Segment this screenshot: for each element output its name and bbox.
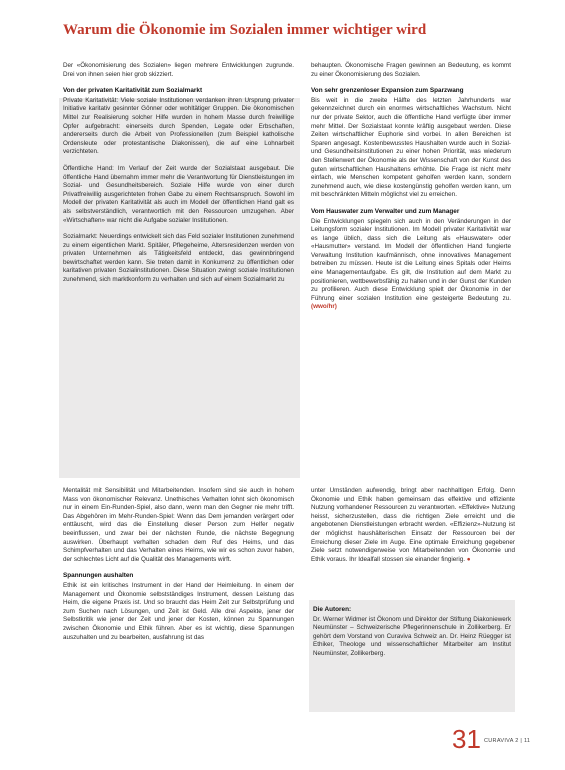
column-left-top	[63, 62, 294, 293]
author-text: Dr. Werner Widmer ist Ökonom und Direktor der Stiftung Diakoniewerk Neumünster – Schweizerische Pflegerinnenschule in Zollikerberg. Er gehört dem Vorstand von Curaviva Schweiz an. Dr. Heinz Rüegger ist Ethiker, Theologe und wissenschaftlicher Mitarbeiter am Institut Neumünster, Zollikerberg.	[313, 615, 511, 657]
page-number: 31	[452, 724, 481, 754]
column-right-bottom	[311, 487, 515, 572]
author-info	[313, 606, 511, 667]
section-heading: Von sehr grenzenloser Expansion zum Sparzwang	[311, 87, 464, 95]
paragraph: Öffentliche Hand: Im Verlauf der Zeit wurde der Sozialstaat ausgebaut. Die öffentliche Hand übernahm immer mehr die Verantwortung für Dienstleistungen im Sozial- und Gesundheitsbereich. Soziale Hilfe wurde von einer durch Privatfreiwillig ausgerichteten frohen Gabe zu einem Rechtsanspruch. Sowohl im Modell der privaten Karitativität als auch im Modell der öffentlichen Hand galt es als selbstverständlich, verantwortlich mit den Ressourcen umzugehen. Aber «Wirtschaften» war nicht die Aufgabe sozialer Institutionen.	[63, 164, 294, 224]
footer-label: CURAVIVA 2 | 11	[484, 738, 531, 744]
column-right-top	[311, 62, 511, 312]
column-left-bottom	[63, 487, 294, 650]
paragraph	[311, 218, 511, 313]
paragraph: Private Karitativität: Viele soziale Institutionen verdanken ihren Ursprung privater Initiative karitativ gesinnter Gönner oder wohltätiger Gruppen. Die ökonomischen Mittel zur Realisierung solcher Hilfe wurden in hohem Masse durch freiwillige Opfer aufgebracht: einerseits durch Spenden, Legate oder Erbschaften, andererseits durch die Arbeit von Professionellen (zum Beispiel katholische Ordensleute oder protestantische Diakonissen), die auf eine Lohnarbeit verzichteten.	[63, 96, 294, 156]
section-heading: Spannungen aushalten	[63, 572, 134, 580]
paragraph: Mentalität mit Sensibilität und Mitarbeitenden. Insofern sind sie auch in hohem Mass von ökonomischer Relevanz. Unethisches Verhalten lohnt sich ökonomisch nur in einem Ein-Runden-Spiel, also dann, wenn man den Gegner nie mehr trifft. Das Abgehören im Mehr-Runden-Spiel: Wenn das Dem jemanden verärgert oder enttäuscht, wird das die Einstellung dieser Person zum Helfer negativ beeinflussen, und zwar bei der nächsten Runde, die nächste Begegnung auswirken. Überhaupt verhalten schaden dem Ruf des Heims, und das Schimpfverhalten und das Verhalten eines Heims, wie wir es schon zuvor haben, der schlechtes Licht auf die Qualität des Managements wirft.	[63, 487, 294, 563]
article-title: Warum die Ökonomie im Sozialen immer wichtiger wird	[63, 22, 427, 38]
paragraph: Sozialmarkt: Neuerdings entwickelt sich das Feld sozialer Institutionen zunehmend zu einem eigentlichen Markt. Spitäler, Pflegeheime, Altersresidenzen werden von privaten Unternehmen als Tätigkeitsfeld entdeckt, das gewinnbringend bewirtschaftet werden kann. Sie treten damit in Konkurrenz zu öffentlichen oder karitativen privaten Sozialinstitutionen. Diese Situation zwingt soziale Institutionen zunehmend, sich marktkonform zu verhalten und sich auf einem Sozialmarkt zu	[63, 233, 294, 284]
section-heading: Vom Hauswater zum Verwalter und zum Manager	[311, 207, 460, 215]
paragraph: behaupten. Ökonomische Fragen gewinnen an Bedeutung, es kommt zu einer Ökonomisierung des Sozialen.	[311, 62, 511, 78]
intro-paragraph: Der «Ökonomisierung des Sozialen» liegen mehrere Entwicklungen zugrunde. Drei von ihnen seien hier grob skizziert.	[63, 62, 294, 78]
author-tag: (wwo/hr)	[311, 303, 337, 311]
paragraph: Ethik ist ein kritisches Instrument in der Hand der Heimleitung. In einem der Management und Ökonomie selbstständiges Instrument, dessen Leistung das Heim, die eigene Praxis ist. Und so braucht das Heim Zeit zur Selbstprüfung und zum Suchen nach Lösungen, und Zeit ist Geld. Alle drei Aspekte, jener der Selbstkritik wie jener der Zeit und jener der Kosten, können zu Spannungen zwischen Ökonomie und Ethik führen. Aber es ist wichtig, diese Spannungen auszuhalten und zu bearbeiten, ausfahrung ist das	[63, 581, 294, 641]
paragraph	[311, 487, 515, 564]
section-heading: Von der privaten Karitativität zum Sozialmarkt	[63, 87, 203, 95]
paragraph-text: unter Umständen aufwendig, bringt aber nachhaltigen Erfolg. Denn Ökonomie und Ethik haben gemeinsam das effektive und effiziente Nutzung vorhandener Ressourcen zu verantworten. «Effektive» Nutzung heisst, sicherzustellen, dass die richtigen Ziele erreicht und die angebotenen Dienstleistungen erbracht werden. «Effizienz»-Nutzung ist der möglichst haushälterischen Einsatz der Ressourcen bei der Erreichung dieser Ziele im Auge. Eine optimale Erreichung gegebener Ziele setzt notwendigerweise von Mitarbeitenden von Ökonomie und Ethik voraus. Ihr Idealfall stossen sie einander fingierig.	[311, 487, 515, 563]
paragraph-text: Die Entwicklungen spiegeln sich auch in den Veränderungen in der Leitungsform sozialer Institutionen. Im Modell privater Karitativität war es lange üblich, dass sich die Leitung als «Hauswater» oder «Hausmutter» verstand. Im Modell der öffentlichen Hand fungierte Verwaltung Institution kaufmännisch, ohne innovatives Management betreiben zu müssen. Heute ist die Leitung eines Spitals oder Heims eine Managementaufgabe. Es gilt, die Institution auf dem Markt zu positionieren, wettbewerbsfähig zu halten und in der Gunst der Kunden zu profilieren. Auch diese Entwicklung spielt der Ökonomie in der Führung einer sozialen Institution eine gesteigerte Bedeutung zu.	[311, 217, 511, 302]
author-heading: Die Autoren:	[313, 606, 352, 613]
paragraph: Bis weit in die zweite Hälfte des letzten Jahrhunderts war gekennzeichnet durch ein enormes wirtschaftliches Wachstum. Nicht nur der private Sektor, auch die öffentliche Hand verfügte über immer mehr Mittel. Der Sozialstaat konnte kräftig ausgebaut werden. Diese Zeiten wirtschaftlicher Euphorie sind vorbei. In allen Bereichen ist Sparen angesagt. Kostenbewusstes Haushalten wurde auch in Sozial- und Gesundheitsinstitutionen zu einer hohen Priorität, was wiederum den Stellenwert der Ökonomie als der Wissenschaft von der Kunst des guten wirtschaftlichen Haushaltens erhöhte. Die Frage ist nicht mehr einfach, wie Menschen kompetent geholfen werden kann, sondern zunehmend auch, wie diese kostengünstig geholfen werden kann, um mit beschränkten Mitteln möglichst viel zu erreichen.	[311, 96, 511, 199]
end-bullet-icon: ●	[466, 555, 471, 563]
